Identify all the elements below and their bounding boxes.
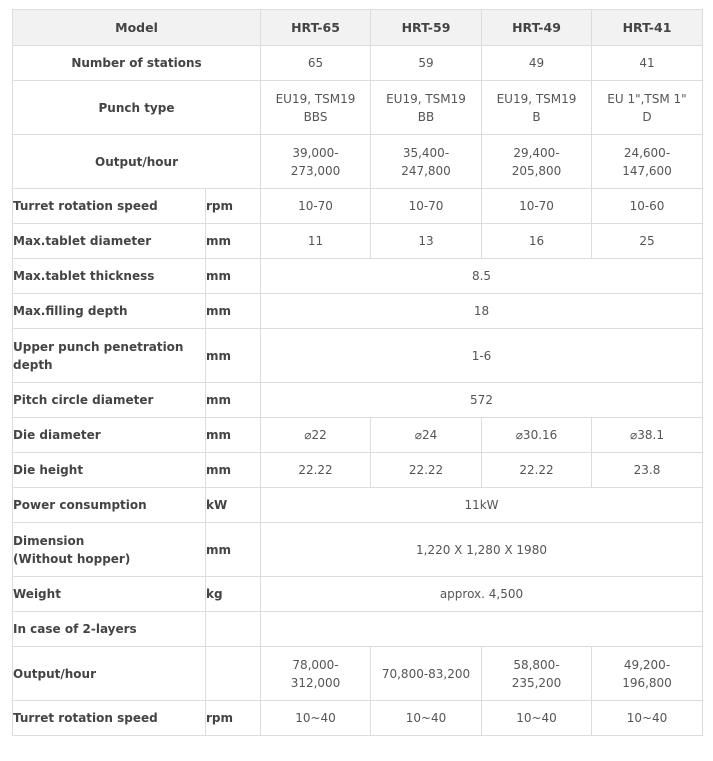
row-output	[13, 135, 703, 189]
row-die-height	[13, 453, 703, 488]
unit-weight: kg	[206, 577, 261, 612]
cell: 10-70	[261, 189, 371, 224]
cell: 22.22	[261, 453, 371, 488]
header-model: Model	[13, 10, 261, 46]
row-turret	[13, 189, 703, 224]
cell: 24,600- 147,600	[592, 135, 703, 189]
unit-turret2: rpm	[206, 701, 261, 736]
cell: 29,400- 205,800	[482, 135, 592, 189]
unit-power: kW	[206, 488, 261, 523]
row-stations	[13, 46, 703, 81]
label-pitch: Pitch circle diameter	[13, 383, 206, 418]
header-model-2: HRT-59	[371, 10, 482, 46]
label-tablet-dia: Max.tablet diameter	[13, 224, 206, 259]
unit-tablet-dia: mm	[206, 224, 261, 259]
cell: 22.22	[371, 453, 482, 488]
unit-pitch: mm	[206, 383, 261, 418]
header-model-1: HRT-65	[261, 10, 371, 46]
cell: 10-60	[592, 189, 703, 224]
unit-penetration: mm	[206, 329, 261, 383]
cell: 58,800- 235,200	[482, 647, 592, 701]
cell: 23.8	[592, 453, 703, 488]
row-penetration	[13, 329, 703, 383]
row-two-layers	[13, 612, 703, 647]
header-model-4: HRT-41	[592, 10, 703, 46]
cell: 49,200- 196,800	[592, 647, 703, 701]
cell: approx. 4,500	[261, 577, 703, 612]
cell: 41	[592, 46, 703, 81]
row-die-dia	[13, 418, 703, 453]
cell: 10~40	[261, 701, 371, 736]
label-dimension: Dimension (Without hopper)	[13, 523, 206, 577]
label-die-height: Die height	[13, 453, 206, 488]
cell: 59	[371, 46, 482, 81]
label-weight: Weight	[13, 577, 206, 612]
row-tablet-dia	[13, 224, 703, 259]
row-weight	[13, 577, 703, 612]
row-output2	[13, 647, 703, 701]
row-dimension	[13, 523, 703, 577]
spec-table	[12, 9, 703, 736]
cell: ⌀30.16	[482, 418, 592, 453]
cell: 65	[261, 46, 371, 81]
unit-die-dia: mm	[206, 418, 261, 453]
label-tablet-thk: Max.tablet thickness	[13, 259, 206, 294]
row-punch	[13, 81, 703, 135]
cell: 8.5	[261, 259, 703, 294]
unit-turret: rpm	[206, 189, 261, 224]
cell: 18	[261, 294, 703, 329]
header-row	[13, 10, 703, 46]
cell: 1,220 X 1,280 X 1980	[261, 523, 703, 577]
label-power: Power consumption	[13, 488, 206, 523]
unit-dimension: mm	[206, 523, 261, 577]
cell: 16	[482, 224, 592, 259]
cell: 10~40	[592, 701, 703, 736]
cell: EU 1",TSM 1" D	[592, 81, 703, 135]
cell: EU19, TSM19 BBS	[261, 81, 371, 135]
row-power	[13, 488, 703, 523]
cell: 10~40	[371, 701, 482, 736]
cell-empty	[261, 612, 703, 647]
cell: 10-70	[482, 189, 592, 224]
label-turret2: Turret rotation speed	[13, 701, 206, 736]
label-penetration: Upper punch penetration depth	[13, 329, 206, 383]
label-die-dia: Die diameter	[13, 418, 206, 453]
cell: 22.22	[482, 453, 592, 488]
row-tablet-thk	[13, 259, 703, 294]
unit-empty	[206, 647, 261, 701]
label-output2: Output/hour	[13, 647, 206, 701]
cell: 11	[261, 224, 371, 259]
cell: 70,800-83,200	[371, 647, 482, 701]
cell: 10-70	[371, 189, 482, 224]
cell: EU19, TSM19 B	[482, 81, 592, 135]
cell: 39,000- 273,000	[261, 135, 371, 189]
row-pitch	[13, 383, 703, 418]
label-punch: Punch type	[13, 81, 261, 135]
label-two-layers: In case of 2-layers	[13, 612, 206, 647]
cell: 49	[482, 46, 592, 81]
label-stations: Number of stations	[13, 46, 261, 81]
cell: 78,000- 312,000	[261, 647, 371, 701]
cell: 10~40	[482, 701, 592, 736]
unit-filling: mm	[206, 294, 261, 329]
cell: 25	[592, 224, 703, 259]
unit-die-height: mm	[206, 453, 261, 488]
cell: 1-6	[261, 329, 703, 383]
unit-tablet-thk: mm	[206, 259, 261, 294]
unit-empty	[206, 612, 261, 647]
cell: ⌀22	[261, 418, 371, 453]
row-turret2	[13, 701, 703, 736]
cell: 35,400- 247,800	[371, 135, 482, 189]
label-turret: Turret rotation speed	[13, 189, 206, 224]
header-model-3: HRT-49	[482, 10, 592, 46]
cell: 572	[261, 383, 703, 418]
cell: ⌀24	[371, 418, 482, 453]
cell: 11kW	[261, 488, 703, 523]
cell: EU19, TSM19 BB	[371, 81, 482, 135]
label-output: Output/hour	[13, 135, 261, 189]
label-filling: Max.filling depth	[13, 294, 206, 329]
cell: 13	[371, 224, 482, 259]
row-filling	[13, 294, 703, 329]
cell: ⌀38.1	[592, 418, 703, 453]
